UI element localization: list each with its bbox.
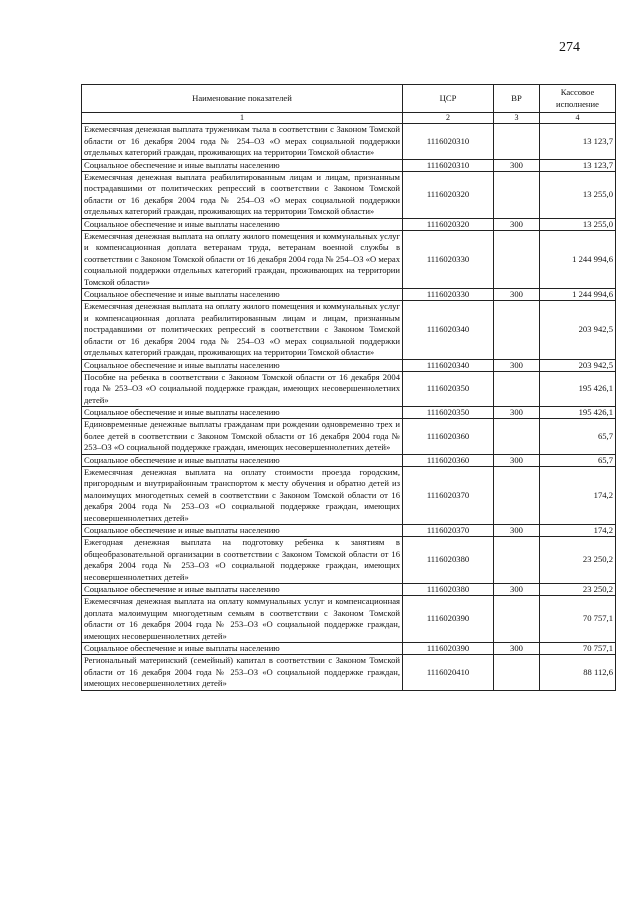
row-csr-cell: 1116020380 bbox=[403, 584, 494, 596]
header-name: Наименование показателей bbox=[82, 85, 403, 113]
header-row bbox=[82, 85, 616, 113]
row-amount-cell: 13 255,0 bbox=[540, 218, 616, 230]
row-vr-cell bbox=[494, 466, 540, 525]
table-row bbox=[82, 159, 616, 171]
row-csr-cell: 1116020350 bbox=[403, 371, 494, 407]
row-amount-cell: 88 112,6 bbox=[540, 655, 616, 691]
row-amount-cell: 174,2 bbox=[540, 525, 616, 537]
row-vr-cell bbox=[494, 124, 540, 160]
row-vr-cell: 300 bbox=[494, 584, 540, 596]
page-number: 274 bbox=[559, 40, 580, 55]
row-csr-cell: 1116020370 bbox=[403, 525, 494, 537]
table-row bbox=[82, 289, 616, 301]
table-row bbox=[82, 419, 616, 455]
table-row bbox=[82, 596, 616, 643]
table-row bbox=[82, 301, 616, 360]
table-row bbox=[82, 466, 616, 525]
budget-execution-table bbox=[81, 84, 616, 691]
row-csr-cell: 1116020360 bbox=[403, 419, 494, 455]
row-amount-cell: 195 426,1 bbox=[540, 407, 616, 419]
table-row bbox=[82, 359, 616, 371]
row-csr-cell: 1116020310 bbox=[403, 159, 494, 171]
table-row bbox=[82, 643, 616, 655]
column-number: 1 bbox=[82, 113, 403, 124]
row-amount-cell: 1 244 994,6 bbox=[540, 230, 616, 289]
row-amount-cell: 23 250,2 bbox=[540, 584, 616, 596]
row-amount-cell: 13 255,0 bbox=[540, 171, 616, 218]
header-vr: ВР bbox=[494, 85, 540, 113]
header-amount: Кассовое исполнение bbox=[540, 85, 616, 113]
row-vr-cell: 300 bbox=[494, 454, 540, 466]
row-name-cell: Ежемесячная денежная выплата труженикам тыла в соответствии с Законом Томской области от 16 декабря 2004 года № 254–ОЗ «О мерах социальной поддержки отдельных категорий граждан, проживающих на территории Томской области» bbox=[82, 124, 403, 160]
table-row bbox=[82, 454, 616, 466]
row-name-cell: Социальное обеспечение и иные выплаты населению bbox=[82, 643, 403, 655]
row-csr-cell: 1116020340 bbox=[403, 301, 494, 360]
row-amount-cell: 13 123,7 bbox=[540, 124, 616, 160]
row-amount-cell: 174,2 bbox=[540, 466, 616, 525]
row-csr-cell: 1116020370 bbox=[403, 466, 494, 525]
row-name-cell: Социальное обеспечение и иные выплаты населению bbox=[82, 525, 403, 537]
row-name-cell: Пособие на ребенка в соответствии с Законом Томской области от 16 декабря 2004 года № 253–ОЗ «О социальной поддержке граждан, имеющих несовершеннолетних детей» bbox=[82, 371, 403, 407]
row-vr-cell bbox=[494, 230, 540, 289]
row-vr-cell bbox=[494, 419, 540, 455]
row-csr-cell: 1116020320 bbox=[403, 218, 494, 230]
row-name-cell: Социальное обеспечение и иные выплаты населению bbox=[82, 407, 403, 419]
row-amount-cell: 195 426,1 bbox=[540, 371, 616, 407]
row-amount-cell: 70 757,1 bbox=[540, 643, 616, 655]
column-number: 3 bbox=[494, 113, 540, 124]
table-row bbox=[82, 230, 616, 289]
row-vr-cell bbox=[494, 301, 540, 360]
row-name-cell: Ежегодная денежная выплата на подготовку ребенка к занятиям в общеобразовательной организации в соответствии с Законом Томской области от 16 декабря 2004 года № 253–ОЗ «О социальной поддержке граждан, имеющих несовершеннолетних детей» bbox=[82, 537, 403, 584]
row-amount-cell: 203 942,5 bbox=[540, 301, 616, 360]
row-amount-cell: 1 244 994,6 bbox=[540, 289, 616, 301]
row-csr-cell: 1116020390 bbox=[403, 643, 494, 655]
row-vr-cell bbox=[494, 371, 540, 407]
table-row bbox=[82, 124, 616, 160]
row-csr-cell: 1116020380 bbox=[403, 537, 494, 584]
table-row bbox=[82, 525, 616, 537]
row-csr-cell: 1116020330 bbox=[403, 230, 494, 289]
row-vr-cell: 300 bbox=[494, 643, 540, 655]
row-csr-cell: 1116020390 bbox=[403, 596, 494, 643]
table-row bbox=[82, 537, 616, 584]
row-vr-cell bbox=[494, 596, 540, 643]
column-number-row bbox=[82, 113, 616, 124]
row-name-cell: Ежемесячная денежная выплата на оплату жилого помещения и коммунальных услуг и компенсационная доплата реабилитированным лицам и лицам, признанным пострадавшими от политических репрессий в соответствии с Законом Томской области от 16 декабря 2004 года № 254–ОЗ «О мерах социальной поддержки отдельных категорий граждан, проживающих на территории Томской области» bbox=[82, 301, 403, 360]
column-number: 4 bbox=[540, 113, 616, 124]
row-name-cell: Социальное обеспечение и иные выплаты населению bbox=[82, 218, 403, 230]
table-row bbox=[82, 371, 616, 407]
row-csr-cell: 1116020360 bbox=[403, 454, 494, 466]
row-csr-cell: 1116020320 bbox=[403, 171, 494, 218]
row-name-cell: Социальное обеспечение и иные выплаты населению bbox=[82, 289, 403, 301]
row-vr-cell: 300 bbox=[494, 359, 540, 371]
row-name-cell: Региональный материнский (семейный) капитал в соответствии с Законом Томской области от 16 декабря 2004 года № 253–ОЗ «О социальной поддержке граждан, имеющих несовершеннолетних детей» bbox=[82, 655, 403, 691]
row-csr-cell: 1116020340 bbox=[403, 359, 494, 371]
row-vr-cell: 300 bbox=[494, 525, 540, 537]
row-vr-cell bbox=[494, 537, 540, 584]
row-amount-cell: 70 757,1 bbox=[540, 596, 616, 643]
row-vr-cell: 300 bbox=[494, 407, 540, 419]
table-body bbox=[82, 124, 616, 691]
table-row bbox=[82, 218, 616, 230]
row-vr-cell: 300 bbox=[494, 159, 540, 171]
row-vr-cell: 300 bbox=[494, 218, 540, 230]
row-amount-cell: 203 942,5 bbox=[540, 359, 616, 371]
row-csr-cell: 1116020350 bbox=[403, 407, 494, 419]
row-vr-cell bbox=[494, 171, 540, 218]
column-number: 2 bbox=[403, 113, 494, 124]
row-csr-cell: 1116020330 bbox=[403, 289, 494, 301]
table-row bbox=[82, 655, 616, 691]
row-name-cell: Ежемесячная денежная выплата на оплату жилого помещения и коммунальных услуг и компенсационная доплата ветеранам труда, ветеранам военной службы в соответствии с Законом Томской области от 16 декабря 2004 года № 254–ОЗ «О мерах социальной поддержки отдельных категорий граждан, проживающих на территории Томской области» bbox=[82, 230, 403, 289]
row-name-cell: Ежемесячная денежная выплата на оплату коммунальных услуг и компенсационная доплата малоимущим многодетным семьям в соответствии с Законом Томской области от 16 декабря 2004 года № 253–ОЗ «О социальной поддержке граждан, имеющих несовершеннолетних детей» bbox=[82, 596, 403, 643]
row-name-cell: Ежемесячная денежная выплата на оплату стоимости проезда городским, пригородным и внутрирайонным транспортом к месту обучения и обратно детей из малоимущих многодетных семей в соответствии с Законом Томской области от 16 декабря 2004 года № 253–ОЗ «О социальной поддержке граждан, имеющих несовершеннолетних детей» bbox=[82, 466, 403, 525]
row-amount-cell: 23 250,2 bbox=[540, 537, 616, 584]
row-name-cell: Ежемесячная денежная выплата реабилитированным лицам и лицам, признанным пострадавшими от политических репрессий в соответствии с Законом Томской области от 16 декабря 2004 года № 254–ОЗ «О мерах социальной поддержки отдельных категорий граждан, проживающих на территории Томской области» bbox=[82, 171, 403, 218]
row-vr-cell: 300 bbox=[494, 289, 540, 301]
row-name-cell: Социальное обеспечение и иные выплаты населению bbox=[82, 159, 403, 171]
row-name-cell: Социальное обеспечение и иные выплаты населению bbox=[82, 584, 403, 596]
row-name-cell: Социальное обеспечение и иные выплаты населению bbox=[82, 359, 403, 371]
row-amount-cell: 13 123,7 bbox=[540, 159, 616, 171]
row-amount-cell: 65,7 bbox=[540, 419, 616, 455]
row-csr-cell: 1116020410 bbox=[403, 655, 494, 691]
header-csr: ЦСР bbox=[403, 85, 494, 113]
row-name-cell: Единовременные денежные выплаты гражданам при рождении одновременно трех и более детей в соответствии с Законом Томской области от 16 декабря 2004 года № 253–ОЗ «О социальной поддержке граждан, имеющих несовершеннолетних детей» bbox=[82, 419, 403, 455]
table-row bbox=[82, 407, 616, 419]
table-row bbox=[82, 584, 616, 596]
table-row bbox=[82, 171, 616, 218]
row-csr-cell: 1116020310 bbox=[403, 124, 494, 160]
row-amount-cell: 65,7 bbox=[540, 454, 616, 466]
row-name-cell: Социальное обеспечение и иные выплаты населению bbox=[82, 454, 403, 466]
row-vr-cell bbox=[494, 655, 540, 691]
